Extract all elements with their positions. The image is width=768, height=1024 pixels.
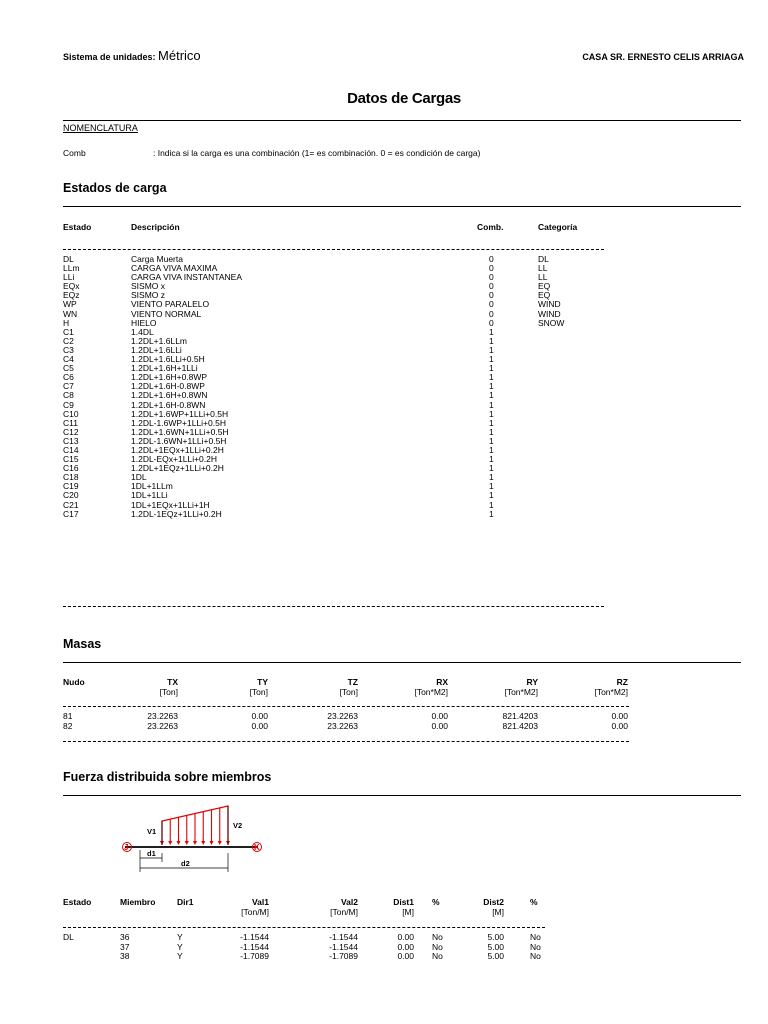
load-state-cell: 1 xyxy=(489,426,494,437)
load-state-cell: C13 xyxy=(63,435,79,446)
load-state-cell: SISMO x xyxy=(131,281,166,292)
table-cell: Y xyxy=(177,932,183,942)
load-state-cell xyxy=(538,437,564,446)
load-state-cell: 1 xyxy=(489,463,494,474)
load-state-cell: C21 xyxy=(63,499,79,510)
load-state-cell: 1.2DL+1.6H+0.8WN xyxy=(131,390,208,401)
column-unit: [Ton*M2] xyxy=(504,687,538,697)
load-state-cell: 1.2DL+1.6H-0.8WP xyxy=(131,381,205,392)
distributed-header-dash xyxy=(63,927,545,928)
load-state-cell: C14 xyxy=(63,444,79,455)
load-state-cell xyxy=(538,501,564,510)
masses-heading: Masas xyxy=(63,637,102,651)
load-state-cell: C17 xyxy=(63,508,79,519)
load-state-cell: DL xyxy=(63,254,74,264)
load-state-cell: C18 xyxy=(63,472,79,483)
load-state-cell: 1.2DL+1.6LLm xyxy=(131,335,187,346)
load-state-cell: 0 xyxy=(489,272,494,283)
load-state-cell: 0 xyxy=(489,254,494,264)
load-state-cell: 1 xyxy=(489,335,494,346)
node-j-label: J xyxy=(124,843,129,852)
table-cell: Y xyxy=(177,951,183,961)
load-state-cell: 0 xyxy=(489,299,494,310)
load-state-cell: 1.2DL-1EQz+1LLi+0.2H xyxy=(131,508,222,519)
load-state-cell: 1.2DL+1.6WP+1LLi+0.5H xyxy=(131,408,229,419)
load-state-cell: DL xyxy=(538,254,549,264)
load-state-cell: Carga Muerta xyxy=(131,254,183,264)
load-state-cell: WN xyxy=(63,308,78,319)
load-state-cell: C1 xyxy=(63,326,74,337)
load-state-cell xyxy=(538,464,564,473)
table-cell: -1.7089 xyxy=(240,951,269,961)
table-cell: 0.00 xyxy=(397,951,414,961)
load-states-col-descripcion xyxy=(131,255,242,519)
load-state-cell xyxy=(538,473,564,482)
column-unit: [Ton] xyxy=(249,687,268,697)
table-cell: 0.00 xyxy=(251,720,268,731)
load-state-cell: 0 xyxy=(489,263,494,274)
table-cell: 0.00 xyxy=(431,720,448,731)
table-cell: No xyxy=(432,932,443,942)
load-state-cell: C10 xyxy=(63,408,79,419)
load-state-cell: 1.2DL+1.6WN+1LLi+0.5H xyxy=(131,426,229,437)
load-states-rule xyxy=(63,206,741,207)
load-states-header-dash xyxy=(63,249,604,250)
distributed-rule xyxy=(63,795,741,796)
column-unit: [Ton] xyxy=(159,687,178,697)
load-state-cell: 1 xyxy=(489,363,494,374)
load-state-cell: 1 xyxy=(489,490,494,501)
column-header: Nudo xyxy=(63,677,85,687)
d1-label: d1 xyxy=(147,849,156,858)
load-state-cell: C5 xyxy=(63,363,74,374)
column-unit: [Ton*M2] xyxy=(594,687,628,697)
load-state-cell: EQx xyxy=(63,281,80,292)
load-state-cell xyxy=(538,391,564,400)
load-state-cell xyxy=(538,510,564,519)
column-header: TX xyxy=(167,677,178,687)
load-state-cell: C3 xyxy=(63,344,74,355)
table-cell: 821.4203 xyxy=(502,720,538,731)
load-state-cell: 1.2DL+1.6H-0.8WN xyxy=(131,399,206,410)
column-header: Dist2 xyxy=(483,897,504,907)
column-header: Miembro xyxy=(120,897,156,907)
table-cell: 5.00 xyxy=(487,932,504,942)
load-state-cell: EQ xyxy=(538,290,551,301)
table-cell: 23.2263 xyxy=(147,711,178,721)
title-rule xyxy=(63,120,741,121)
masses-rule xyxy=(63,662,741,663)
column-header: Estado xyxy=(63,897,92,907)
load-state-cell: 1 xyxy=(489,381,494,392)
load-arrow-head xyxy=(185,841,189,845)
load-state-cell xyxy=(538,364,564,373)
table-cell: 0.00 xyxy=(431,711,448,721)
load-state-cell: WIND xyxy=(538,299,561,310)
units-label xyxy=(63,48,201,63)
table-cell: 0.00 xyxy=(397,941,414,952)
load-state-cell: C19 xyxy=(63,481,79,492)
col-estado: Estado xyxy=(63,222,92,232)
node-k-label: K xyxy=(254,843,260,852)
load-state-cell: LL xyxy=(538,263,548,274)
column-header: RY xyxy=(526,677,538,687)
load-arrow-head xyxy=(168,841,172,845)
load-state-cell: 1.2DL-EQx+1LLi+0.2H xyxy=(131,454,217,465)
table-cell: No xyxy=(432,941,443,952)
masses-header-dash xyxy=(63,706,629,707)
load-state-cell: 1.2DL-1.6WP+1LLi+0.5H xyxy=(131,417,226,428)
load-state-cell: 1 xyxy=(489,472,494,483)
load-states-col-categoria xyxy=(538,255,564,519)
column-header: TY xyxy=(257,677,268,687)
table-cell: 5.00 xyxy=(487,941,504,952)
column-header: Val1 xyxy=(251,897,269,907)
v1-label: V1 xyxy=(147,827,157,836)
load-state-cell: 1 xyxy=(489,326,494,337)
table-cell: 82 xyxy=(63,720,73,731)
load-arrow-head xyxy=(193,841,197,845)
table-cell: Y xyxy=(177,941,183,952)
masses-footer-dash xyxy=(63,741,629,742)
column-header: RZ xyxy=(616,677,628,687)
units-label-text: Sistema de unidades: xyxy=(63,52,156,62)
load-state-cell: 1 xyxy=(489,390,494,401)
load-arrow-head xyxy=(218,841,222,845)
table-cell: 81 xyxy=(63,711,73,721)
table-cell: 821.4203 xyxy=(502,711,538,721)
load-state-cell: 0 xyxy=(489,317,494,328)
nomenclature-term: Comb xyxy=(63,148,86,158)
load-state-cell: 1.4DL xyxy=(131,326,154,337)
table-cell: No xyxy=(432,951,443,961)
table-cell: -1.1544 xyxy=(240,932,269,942)
load-state-cell: WIND xyxy=(538,308,561,319)
load-state-cell: VIENTO NORMAL xyxy=(131,308,202,319)
load-state-cell xyxy=(538,419,564,428)
load-state-cell xyxy=(538,355,564,364)
load-state-cell: C9 xyxy=(63,399,74,410)
load-state-cell: C6 xyxy=(63,372,74,383)
table-cell: No xyxy=(530,951,541,961)
load-state-cell: H xyxy=(63,317,70,328)
load-state-cell: 1 xyxy=(489,344,494,355)
distributed-heading: Fuerza distribuida sobre miembros xyxy=(63,770,272,784)
table-cell: 23.2263 xyxy=(147,720,178,731)
load-state-cell: 1 xyxy=(489,508,494,519)
units-value: Métrico xyxy=(158,48,201,63)
column-unit: [M] xyxy=(492,907,504,917)
d2-label: d2 xyxy=(181,859,190,868)
load-state-cell: 1.2DL+1EQx+1LLi+0.2H xyxy=(131,444,224,455)
load-arrow-head xyxy=(201,841,205,845)
load-state-cell: C15 xyxy=(63,454,79,465)
load-states-col-estado xyxy=(63,255,80,519)
load-state-cell xyxy=(538,491,564,500)
table-cell: DL xyxy=(63,932,74,942)
load-state-cell xyxy=(538,410,564,419)
col-descripcion: Descripción xyxy=(131,222,180,232)
load-state-cell: 1 xyxy=(489,417,494,428)
table-cell: 0.00 xyxy=(611,720,628,731)
load-state-cell: 1 xyxy=(489,481,494,492)
load-arrow-head xyxy=(177,841,181,845)
load-state-cell xyxy=(538,428,564,437)
load-state-cell: HIELO xyxy=(131,317,157,328)
load-state-cell: CARGA VIVA MAXIMA xyxy=(131,263,218,274)
load-state-cell: 1 xyxy=(489,499,494,510)
load-state-cell: 1.2DL+1.6H+0.8WP xyxy=(131,372,208,383)
table-cell: 0.00 xyxy=(611,711,628,721)
load-arrow-head xyxy=(210,841,214,845)
load-state-cell: C7 xyxy=(63,381,74,392)
column-header: TZ xyxy=(347,677,358,687)
project-name: CASA SR. ERNESTO CELIS ARRIAGA xyxy=(582,52,744,62)
load-state-cell: 0 xyxy=(489,308,494,319)
load-state-cell: 1.2DL+1.6LLi xyxy=(131,344,182,355)
load-state-cell: C8 xyxy=(63,390,74,401)
load-state-cell: 1.2DL+1EQz+1LLi+0.2H xyxy=(131,463,224,474)
load-state-cell: 1 xyxy=(489,372,494,383)
table-cell: -1.1544 xyxy=(240,941,269,952)
column-header: % xyxy=(530,897,538,907)
load-state-cell: SNOW xyxy=(538,317,565,328)
load-state-cell: C20 xyxy=(63,490,79,501)
column-unit: [M] xyxy=(402,907,414,917)
load-states-heading: Estados de carga xyxy=(63,181,167,195)
load-state-cell: EQz xyxy=(63,290,80,301)
load-states-col-comb xyxy=(489,255,494,519)
load-state-cell: WP xyxy=(63,299,77,310)
column-header: Dir1 xyxy=(177,897,194,907)
load-state-cell: C4 xyxy=(63,354,74,365)
load-state-cell: C2 xyxy=(63,335,74,346)
load-state-cell xyxy=(538,382,564,391)
load-state-cell: C11 xyxy=(63,417,78,428)
column-unit: [Ton*M2] xyxy=(414,687,448,697)
load-state-cell: 0 xyxy=(489,281,494,292)
table-cell: 38 xyxy=(120,951,130,961)
load-state-cell: SISMO z xyxy=(131,290,166,301)
load-state-cell: 1 xyxy=(489,444,494,455)
load-state-cell xyxy=(538,482,564,491)
load-states-footer-dash xyxy=(63,606,604,607)
table-cell: 23.2263 xyxy=(327,720,358,731)
column-header: RX xyxy=(436,677,448,687)
load-state-cell: VIENTO PARALELO xyxy=(131,299,210,310)
load-state-cell: C16 xyxy=(63,463,79,474)
table-cell: 5.00 xyxy=(487,951,504,961)
load-state-cell xyxy=(538,455,564,464)
table-cell: 0.00 xyxy=(397,932,414,942)
nomenclature-definition: : Indica si la carga es una combinación (1= es combinación. 0 = es condición de carga) xyxy=(153,148,481,158)
load-state-cell: LL xyxy=(538,272,548,283)
load-state-cell: 1 xyxy=(489,399,494,410)
col-comb: Comb. xyxy=(477,222,504,232)
load-state-cell: 0 xyxy=(489,290,494,301)
load-state-cell: LLm xyxy=(63,263,80,274)
load-state-cell: CARGA VIVA INSTANTANEA xyxy=(131,272,242,283)
load-state-cell xyxy=(538,401,564,410)
load-state-cell xyxy=(538,328,564,337)
load-state-cell: LLi xyxy=(63,272,75,283)
load-state-cell: C12 xyxy=(63,426,79,437)
load-state-cell: 1DL xyxy=(131,472,147,483)
table-cell: No xyxy=(530,932,541,942)
load-state-cell: 1.2DL+1.6LLi+0.5H xyxy=(131,354,205,365)
table-cell: -1.1544 xyxy=(329,941,358,952)
table-cell: 36 xyxy=(120,932,130,942)
column-unit: [Ton/M] xyxy=(330,907,358,917)
load-state-cell: 1.2DL-1.6WN+1LLi+0.5H xyxy=(131,435,227,446)
column-header: Val2 xyxy=(340,897,358,907)
column-header: % xyxy=(432,897,440,907)
load-state-cell: 1DL+1LLi xyxy=(131,490,168,501)
load-state-cell: 1 xyxy=(489,435,494,446)
table-cell: 37 xyxy=(120,941,130,952)
column-header: Dist1 xyxy=(393,897,414,907)
table-cell: -1.7089 xyxy=(329,951,358,961)
load-state-cell: EQ xyxy=(538,281,551,292)
table-cell: 23.2263 xyxy=(327,711,358,721)
col-categoria: Categoría xyxy=(538,222,578,232)
load-state-cell xyxy=(538,346,564,355)
table-cell: No xyxy=(530,941,541,952)
load-state-cell: 1 xyxy=(489,354,494,365)
load-state-cell: 1.2DL+1.6H+1LLi xyxy=(131,363,198,374)
page-title: Datos de Cargas xyxy=(347,90,461,107)
load-state-cell: 1 xyxy=(489,408,494,419)
load-state-cell: 1DL+1LLm xyxy=(131,481,173,492)
load-arrows xyxy=(160,806,230,845)
distributed-load-diagram xyxy=(115,800,275,875)
column-unit: [Ton] xyxy=(339,687,358,697)
load-state-cell: 1 xyxy=(489,454,494,465)
v2-label: V2 xyxy=(233,821,243,830)
table-cell: -1.1544 xyxy=(329,932,358,942)
load-state-cell: 1DL+1EQx+1LLi+1H xyxy=(131,499,210,510)
column-unit: [Ton/M] xyxy=(241,907,269,917)
nomenclature-heading: NOMENCLATURA xyxy=(63,123,138,133)
load-state-cell xyxy=(538,446,564,455)
load-state-cell xyxy=(538,373,564,382)
table-cell: 0.00 xyxy=(251,711,268,721)
load-state-cell xyxy=(538,337,564,346)
